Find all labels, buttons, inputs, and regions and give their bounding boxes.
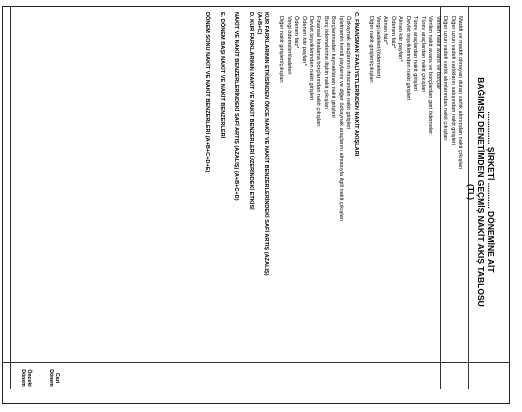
statement-row: Türev araçlardan nakit girişleri xyxy=(412,16,419,91)
statement-row: E. DÖNEM BAŞI NAKİT VE NAKİT BENZERLERİ xyxy=(218,12,225,139)
statement-row: Diğer uzun vadeli varlık alımlarından nakit çıkışları xyxy=(442,16,449,141)
statement-row: Maddi ve maddi olmayan duran varlık alımından nakit çıkışları xyxy=(457,16,463,170)
statement-row: Özkaynak araçlarının ihracından nakit girişleri xyxy=(345,16,352,130)
statement-row: Borç ödemelerine ilişkin nakit çıkışları xyxy=(322,16,329,110)
statement-row: D. KUR FARKLARININ NAKİT VE NAKİT BENZERLERİ ÜZERİNDEKİ ETKİSİ xyxy=(248,12,255,210)
statement-row: Diğer nakit girişleri/çıkışları xyxy=(367,16,374,83)
statement-row: Finansal kiralama borçlarından nakit çıkışları xyxy=(315,16,322,127)
statement-row: Borçlanmadan kaynaklanan nakit girişleri xyxy=(330,16,337,118)
statement-row: Devlet teşviklerinden nakit girişleri xyxy=(308,16,314,101)
statement-row: KUR FARKLARININ ETKİSİNDEN ÖNCE NAKİT VE NAKİT BENZERLERİNDEKİ SAFİ ARTIŞ (AZALIŞ) xyxy=(263,12,270,276)
statement-row: İşletmenin kendi paylarını ve diğer özkaynak araçlarını almasıyla ilgili nakit çıkışları xyxy=(337,16,344,222)
statement-row: Alınan kâr payları* xyxy=(397,16,404,62)
statement-row: Ödenen faiz* xyxy=(389,16,396,49)
statement-row: Verilen nakit avans ve borçlardan geri ödemeler xyxy=(427,16,434,135)
statement-row: NAKİT VE NAKİT BENZERLERİNDEKİ SAFİ ARTIŞ (AZALIŞ) (A+B+C+D) xyxy=(233,12,240,201)
statement-row: Devlet teşviklerinden nakit girişleri xyxy=(404,16,411,101)
statement-row: Diğer uzun vadeli varlıkların satışından nakit girişleri xyxy=(449,16,456,146)
statement-row: DÖNEM SONU NAKİT VE NAKİT BENZERLERİ (A+B+C+D+E) xyxy=(203,12,210,173)
statement-row: Verilen nakit avans ve borçlar xyxy=(434,16,441,90)
previous-period-header xyxy=(20,367,32,389)
statement-row: Diğer nakit girişleri/çıkışları xyxy=(278,16,285,83)
current-period-label-2: Dönem xyxy=(48,369,54,387)
statement-row: Türev araçlardan nakit çıkışları xyxy=(419,16,426,93)
statement-code: (TL) xyxy=(466,183,476,201)
statement-row: Alınan faiz* xyxy=(382,16,389,45)
statement-body xyxy=(0,12,496,392)
statement-row: Ödenen kâr payları* xyxy=(300,16,307,66)
statement-row: C. FİNANSMAN FAALİYETLERİNDEN NAKİT AKIŞLARI xyxy=(352,12,359,157)
previous-period-label-1: Önceki xyxy=(26,369,32,387)
current-period-label-1: Cari xyxy=(54,372,60,384)
statement-row: Vergi ödemeleri/iadeleri xyxy=(285,16,292,75)
statement-row: Vergi iadeleri/(ödemeleri) xyxy=(375,16,382,79)
statement-row: (A+B+C) xyxy=(255,12,262,35)
company-title: .............. ŞİRKETİ ........... DÖNEMİNE AİT xyxy=(486,111,496,273)
previous-period-label-2: Dönem xyxy=(20,369,26,387)
statement-row: Ödenen faiz* xyxy=(293,16,300,49)
statement-title: BAĞIMSIZ DENETİMDEN GEÇMİŞ NAKİT AKIŞ TABLOSU xyxy=(476,77,486,307)
current-period-header xyxy=(48,367,60,389)
